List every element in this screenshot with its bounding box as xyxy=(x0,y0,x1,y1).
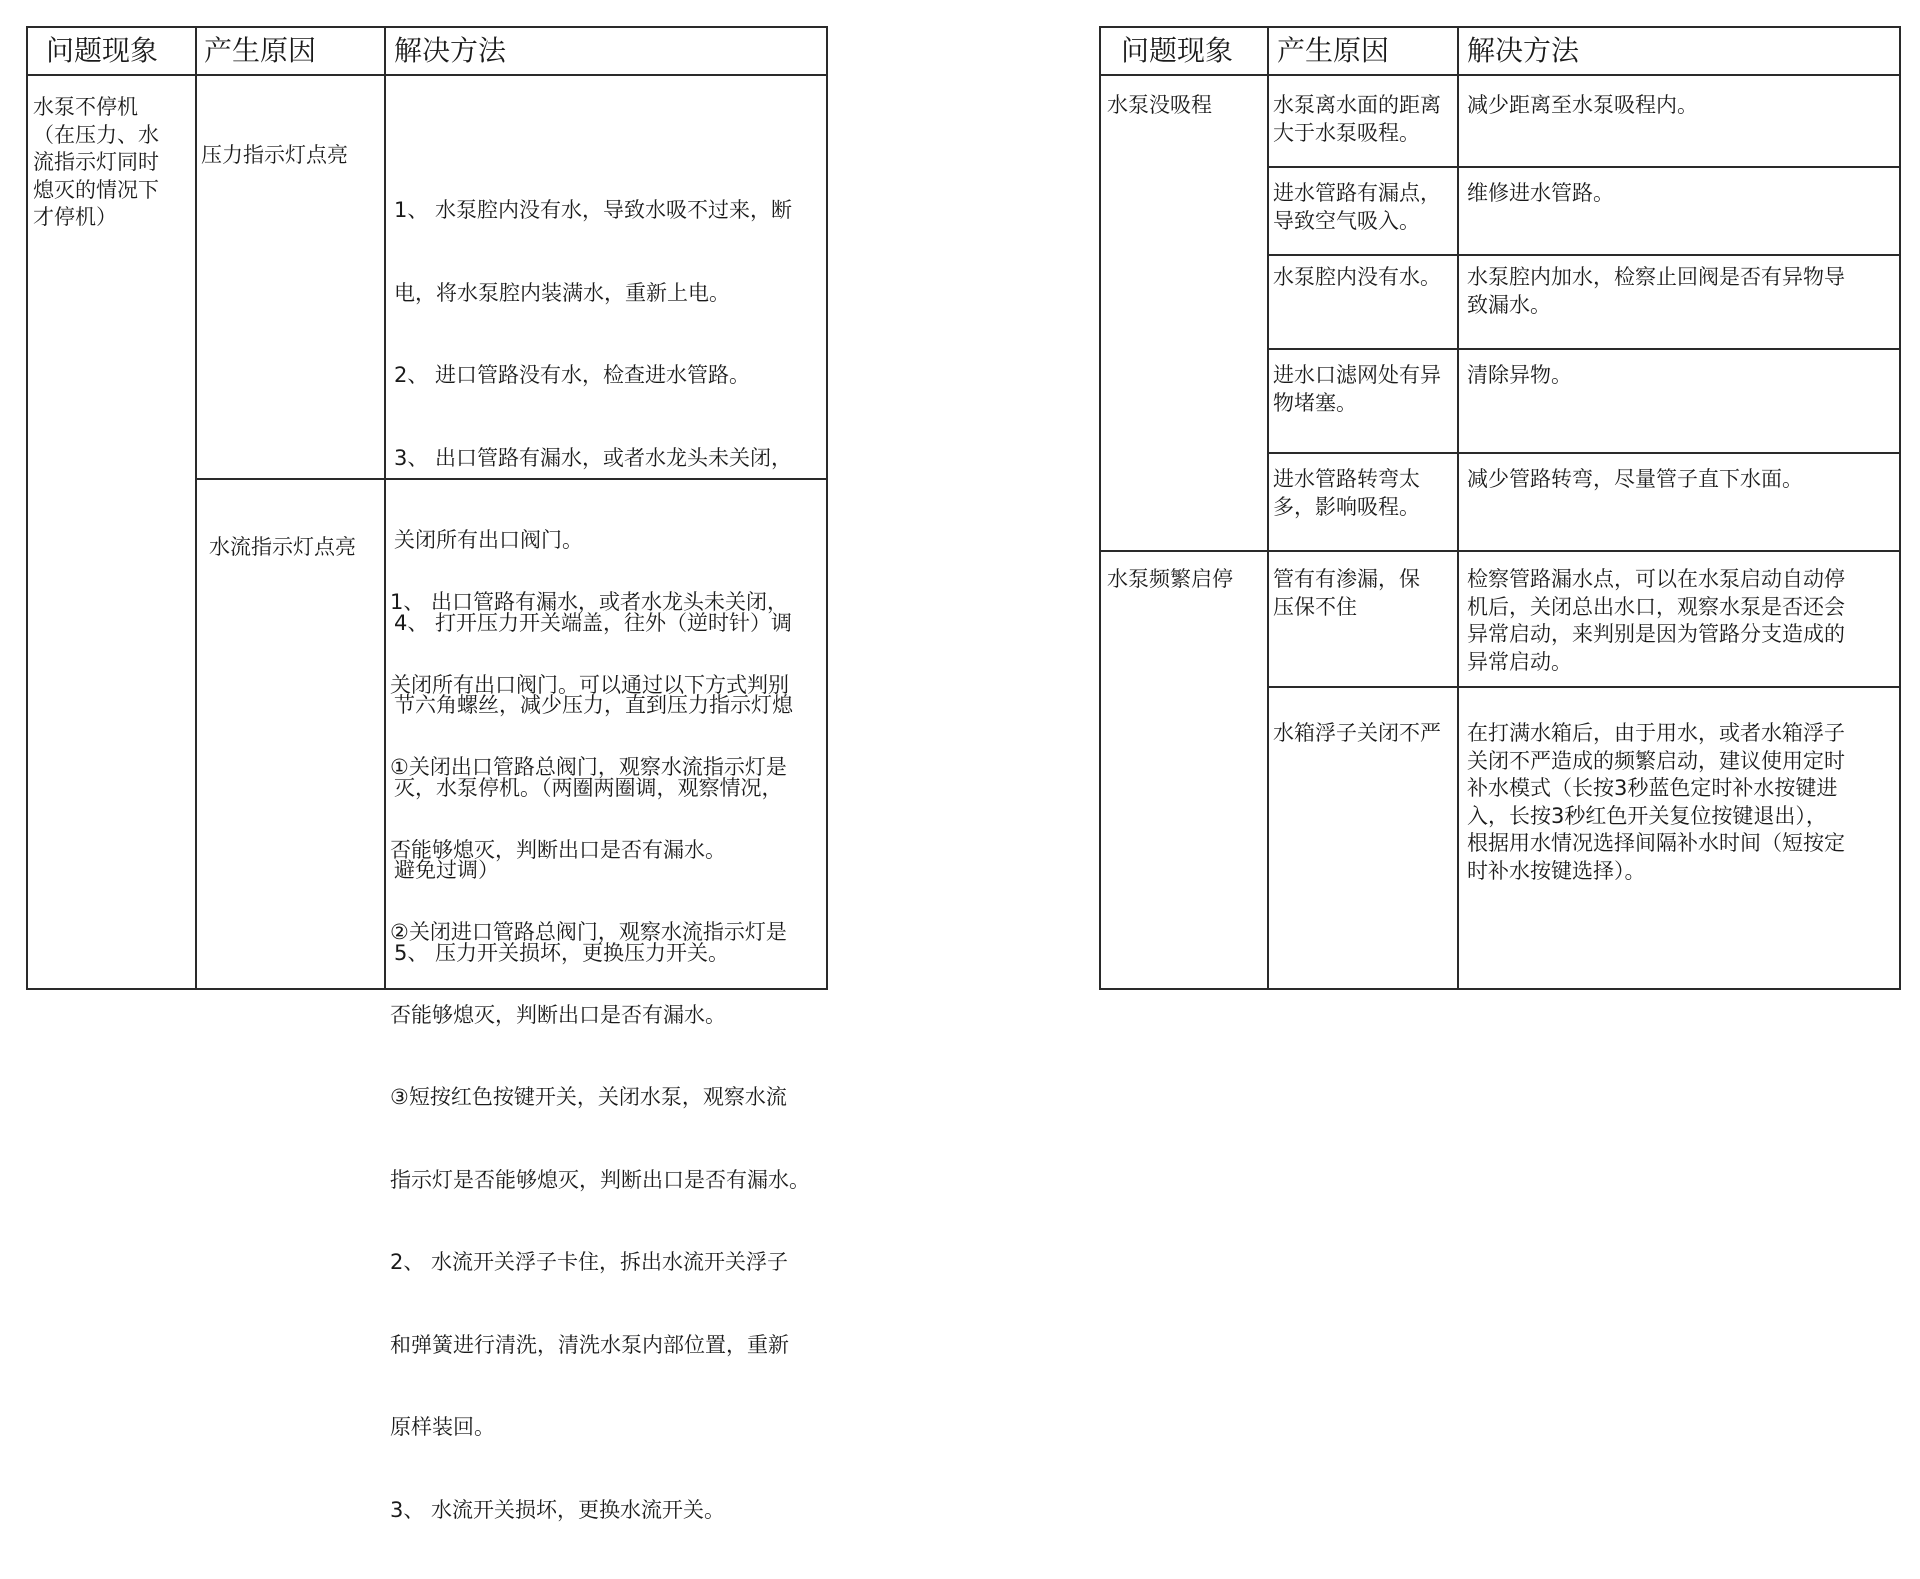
group-divider xyxy=(1099,550,1901,552)
cause-cell: 水箱浮子关闭不严 xyxy=(1273,721,1441,745)
header-symptom: 问题现象 xyxy=(46,34,159,67)
symptom-cell: 水泵频繁启停 xyxy=(1107,567,1233,591)
symptom-cell: 水泵不停机 （在压力、水 流指示灯同时 熄灭的情况下 才停机） xyxy=(33,95,159,229)
solution-line: 5、 压力开关损坏，更换压力开关。 xyxy=(394,940,730,965)
table-border-top xyxy=(1099,26,1901,28)
solution-line: ②关闭进口管路总阀门，观察水流指示灯是 xyxy=(390,920,787,944)
column-divider xyxy=(1267,26,1269,990)
solution-line: 2、 进口管路没有水，检查进水管路。 xyxy=(394,363,751,387)
cause-cell: 管有有渗漏，保 压保不住 xyxy=(1273,567,1420,619)
solution-cell xyxy=(390,534,826,1579)
column-divider xyxy=(195,26,197,990)
solution-line: 3、 水流开关损坏，更换水流开关。 xyxy=(390,1497,726,1522)
solution-line: 指示灯是否能够熄灭，判断出口是否有漏水。 xyxy=(390,1167,810,1192)
cause-cell: 压力指示灯点亮 xyxy=(201,143,348,167)
header-divider xyxy=(26,74,828,76)
solution-line: 1、 出口管路有漏水，或者水龙头未关闭， xyxy=(390,590,789,614)
solution-line: 关闭所有出口阀门。 xyxy=(394,528,583,552)
row-divider xyxy=(1268,686,1901,688)
solution-line: 关闭所有出口阀门。可以通过以下方式判别 xyxy=(390,672,789,697)
cause-cell: 水泵腔内没有水。 xyxy=(1273,265,1441,289)
header-cause: 产生原因 xyxy=(204,34,317,67)
column-divider xyxy=(384,26,386,990)
solution-cell: 水泵腔内加水，检察止回阀是否有异物导 致漏水。 xyxy=(1467,265,1845,317)
solution-line: 2、 水流开关浮子卡住，拆出水流开关浮子 xyxy=(390,1250,789,1274)
solution-line: 电，将水泵腔内装满水，重新上电。 xyxy=(394,280,730,305)
solution-line: 原样装回。 xyxy=(390,1415,495,1439)
solution-line: 灭，水泵停机。（两圈两圈调，观察情况， xyxy=(394,775,783,800)
table-border-right xyxy=(1899,26,1901,990)
solution-line: 避免过调） xyxy=(394,858,499,882)
cause-cell: 水流指示灯点亮 xyxy=(209,535,356,559)
solution-cell: 检察管路漏水点，可以在水泵启动自动停 机后，关闭总出水口，观察水泵是否还会 异常启动，来判别是因为管路分支造成的 异常启动。 xyxy=(1467,567,1845,674)
table-border-left xyxy=(26,26,28,990)
cause-cell: 进水口滤网处有异 物堵塞。 xyxy=(1273,363,1441,415)
solution-cell: 维修进水管路。 xyxy=(1467,181,1614,205)
cause-cell: 进水管路有漏点， 导致空气吸入。 xyxy=(1273,181,1441,233)
row-divider xyxy=(1268,166,1901,168)
header-solution: 解决方法 xyxy=(394,34,507,67)
solution-line: 和弹簧进行清洗，清洗水泵内部位置，重新 xyxy=(390,1332,789,1357)
solution-line: ①关闭出口管路总阀门，观察水流指示灯是 xyxy=(390,755,787,779)
header-solution: 解决方法 xyxy=(1467,34,1580,67)
table-border-top xyxy=(26,26,828,28)
solution-line: 1、 水泵腔内没有水，导致水吸不过来，断 xyxy=(394,198,793,222)
column-divider xyxy=(1457,26,1459,990)
row-divider xyxy=(1268,348,1901,350)
solution-cell: 在打满水箱后，由于用水，或者水箱浮子 关闭不严造成的频繁启动，建议使用定时 补水模式（长按3秒蓝色定时补水按键进 入，长按3秒红色开关复位按键退出）， 根据用水情况选择间隔补水时间（短按定 时补水按键选择）。 xyxy=(1467,721,1845,883)
solution-cell: 清除异物。 xyxy=(1467,363,1572,387)
header-symptom: 问题现象 xyxy=(1121,34,1234,67)
solution-line: 4、 打开压力开关端盖，往外（逆时针）调 xyxy=(394,610,793,635)
row-divider xyxy=(1268,254,1901,256)
solution-line: 节六角螺丝，减少压力，直到压力指示灯熄 xyxy=(394,693,793,717)
solution-line: 否能够熄灭，判断出口是否有漏水。 xyxy=(390,837,726,862)
symptom-cell: 水泵没吸程 xyxy=(1107,93,1212,117)
header-cause: 产生原因 xyxy=(1277,34,1390,67)
cause-cell: 水泵离水面的距离 大于水泵吸程。 xyxy=(1273,93,1441,145)
cause-cell: 进水管路转弯太 多，影响吸程。 xyxy=(1273,467,1420,519)
left-troubleshooting-table xyxy=(26,26,828,1522)
solution-cell: 减少距离至水泵吸程内。 xyxy=(1467,93,1698,117)
right-troubleshooting-table xyxy=(1099,26,1901,990)
table-border-right xyxy=(826,26,828,990)
table-border-left xyxy=(1099,26,1101,990)
table-border-bottom xyxy=(1099,988,1901,990)
row-divider xyxy=(1268,452,1901,454)
header-divider xyxy=(1099,74,1901,76)
solution-line: ③短按红色按键开关，关闭水泵，观察水流 xyxy=(390,1085,787,1109)
solution-cell: 减少管路转弯，尽量管子直下水面。 xyxy=(1467,467,1803,491)
solution-line: 3、 出口管路有漏水，或者水龙头未关闭， xyxy=(394,445,793,470)
solution-line: 否能够熄灭，判断出口是否有漏水。 xyxy=(390,1002,726,1027)
